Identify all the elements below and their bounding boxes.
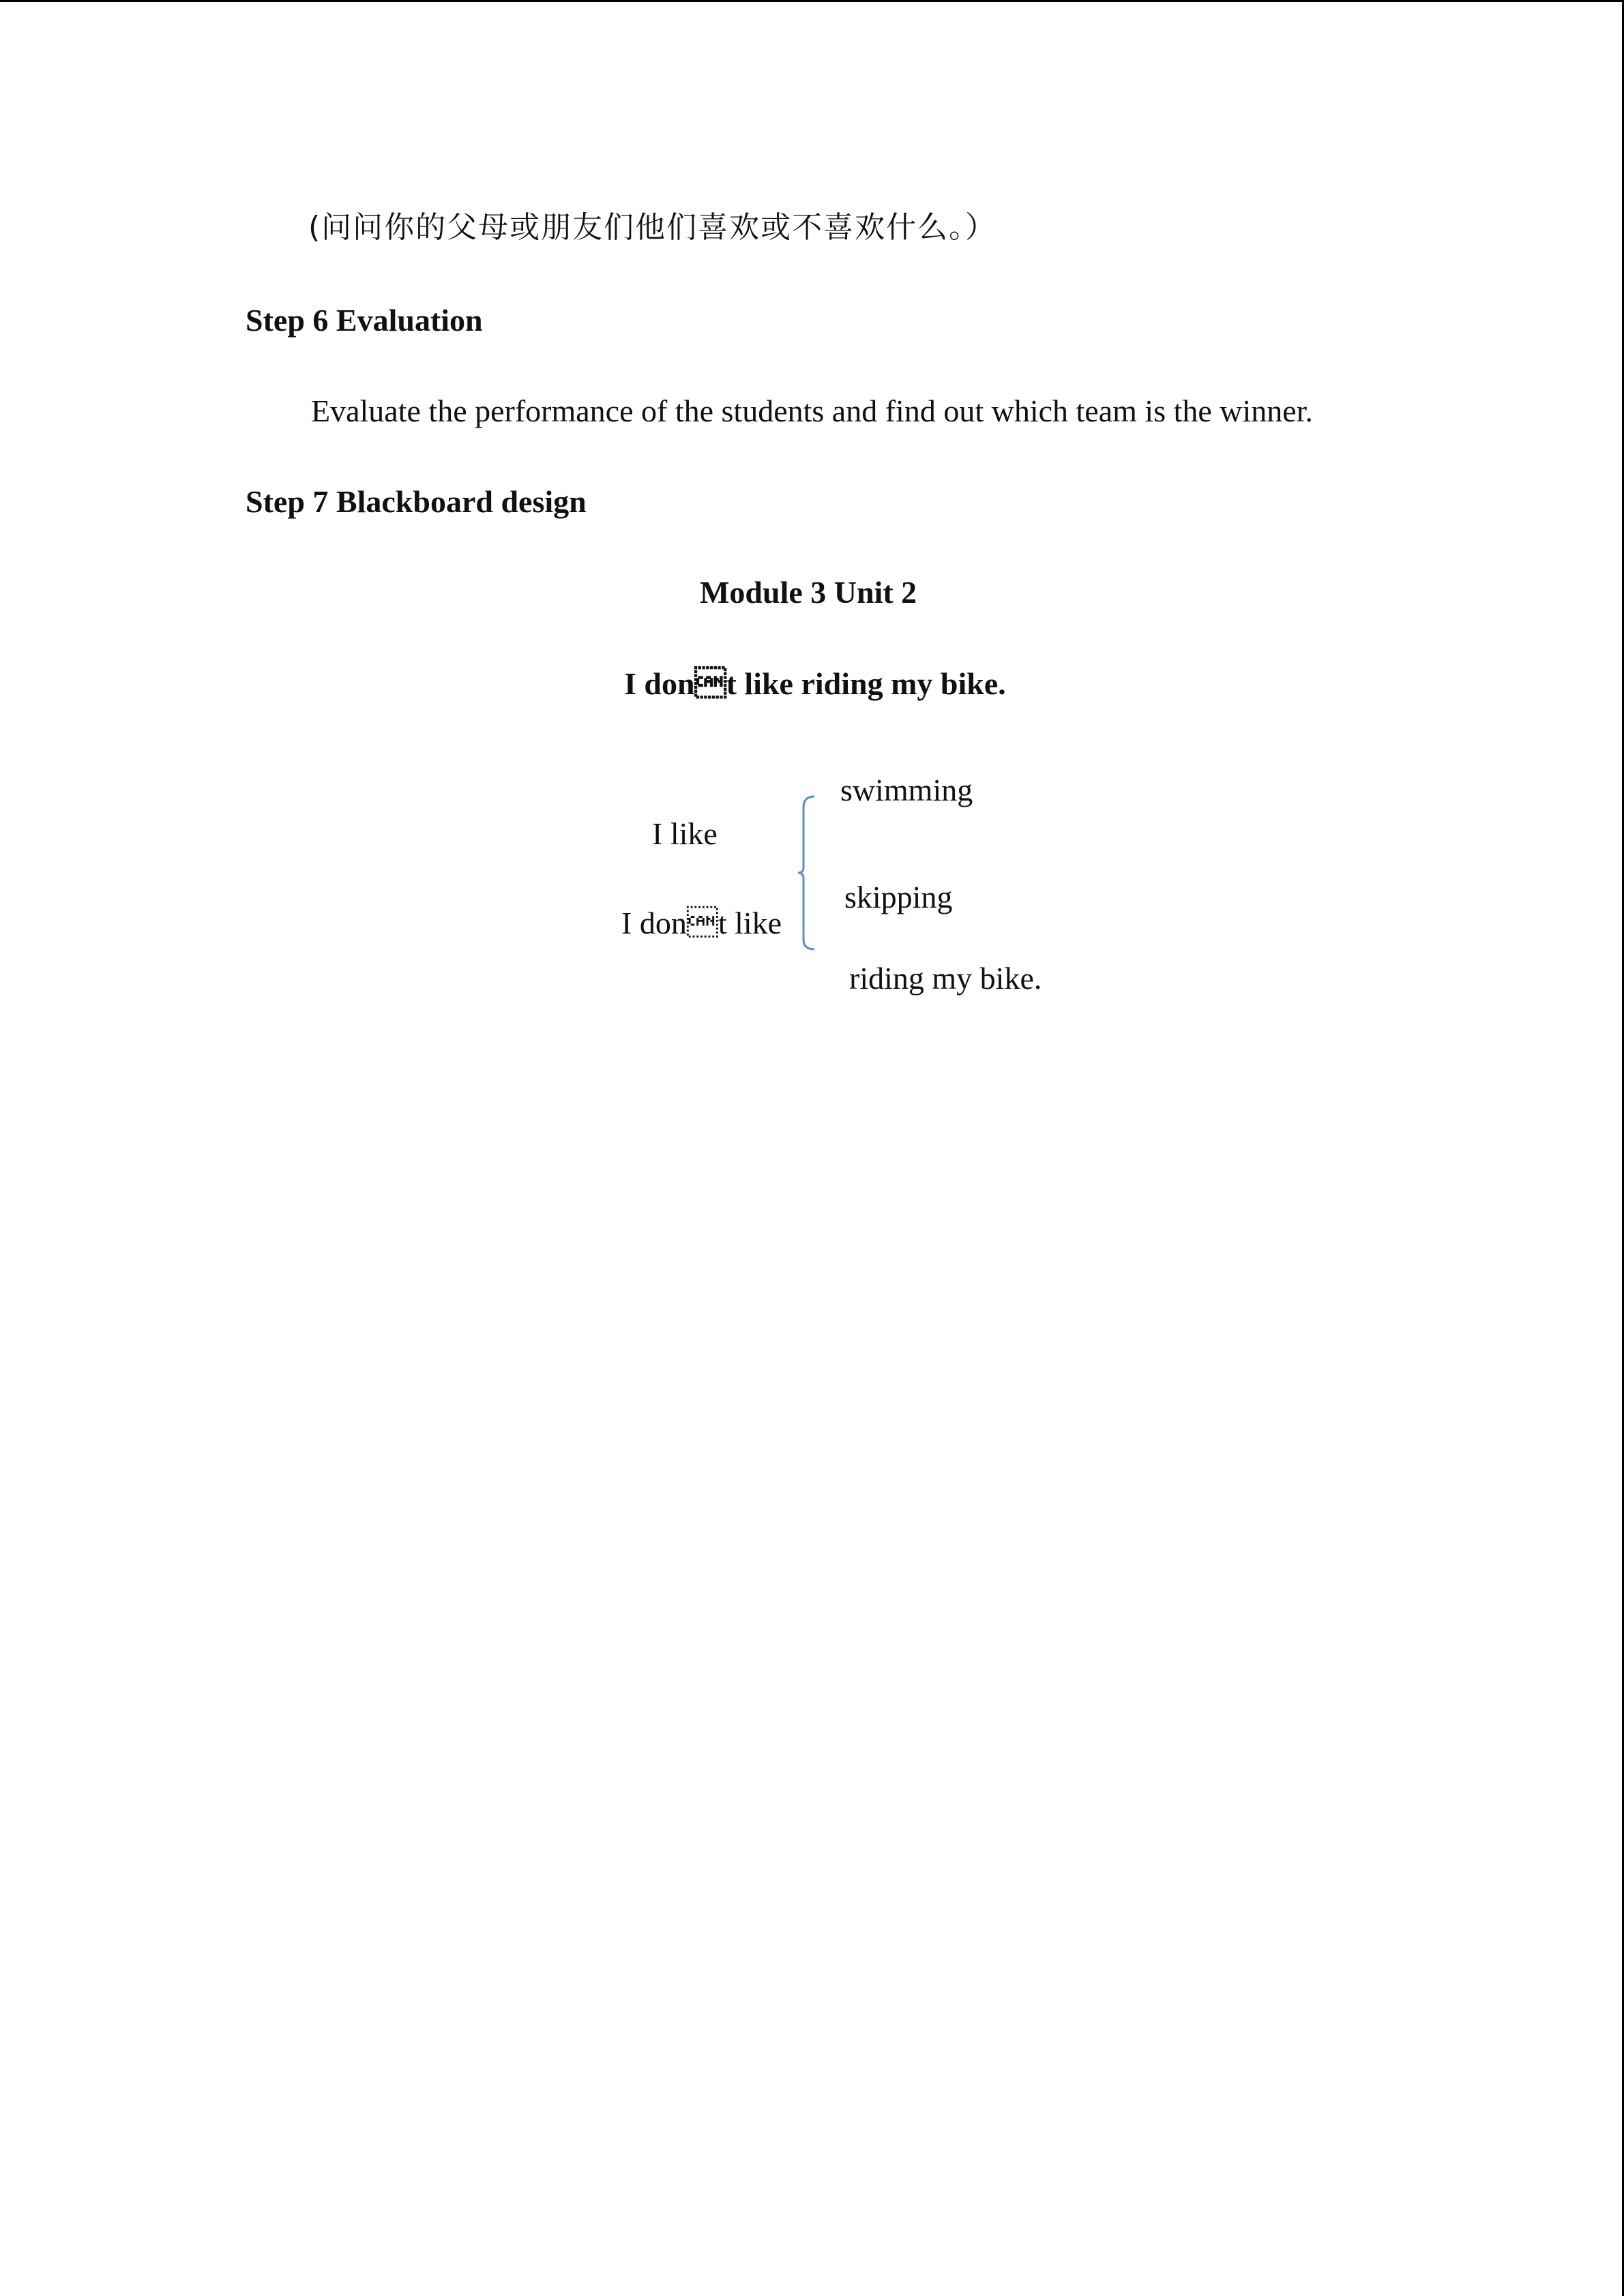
curly-brace-diagram — [784, 791, 818, 955]
step6-body: Evaluate the performance of the students and find out which team is the winner. — [311, 393, 1313, 428]
page-border-top — [0, 0, 1624, 2]
blackboard-lesson-title: I dont like riding my bike. — [624, 666, 1006, 701]
option-riding-my-bike: riding my bike. — [849, 961, 1042, 996]
option-skipping: skipping — [844, 880, 953, 914]
step6-heading: Step 6 Evaluation — [246, 303, 483, 338]
step7-heading: Step 7 Blackboard design — [246, 484, 587, 519]
phrase-i-like: I like — [652, 816, 718, 851]
brace-path — [798, 796, 814, 949]
option-swimming: swimming — [840, 773, 973, 807]
blackboard-module-title: Module 3 Unit 2 — [700, 575, 917, 610]
chinese-note: (问问你的父母或朋友们他们喜欢或不喜欢什么。） — [308, 210, 997, 245]
phrase-i-dont-like: I dont like — [621, 906, 782, 940]
